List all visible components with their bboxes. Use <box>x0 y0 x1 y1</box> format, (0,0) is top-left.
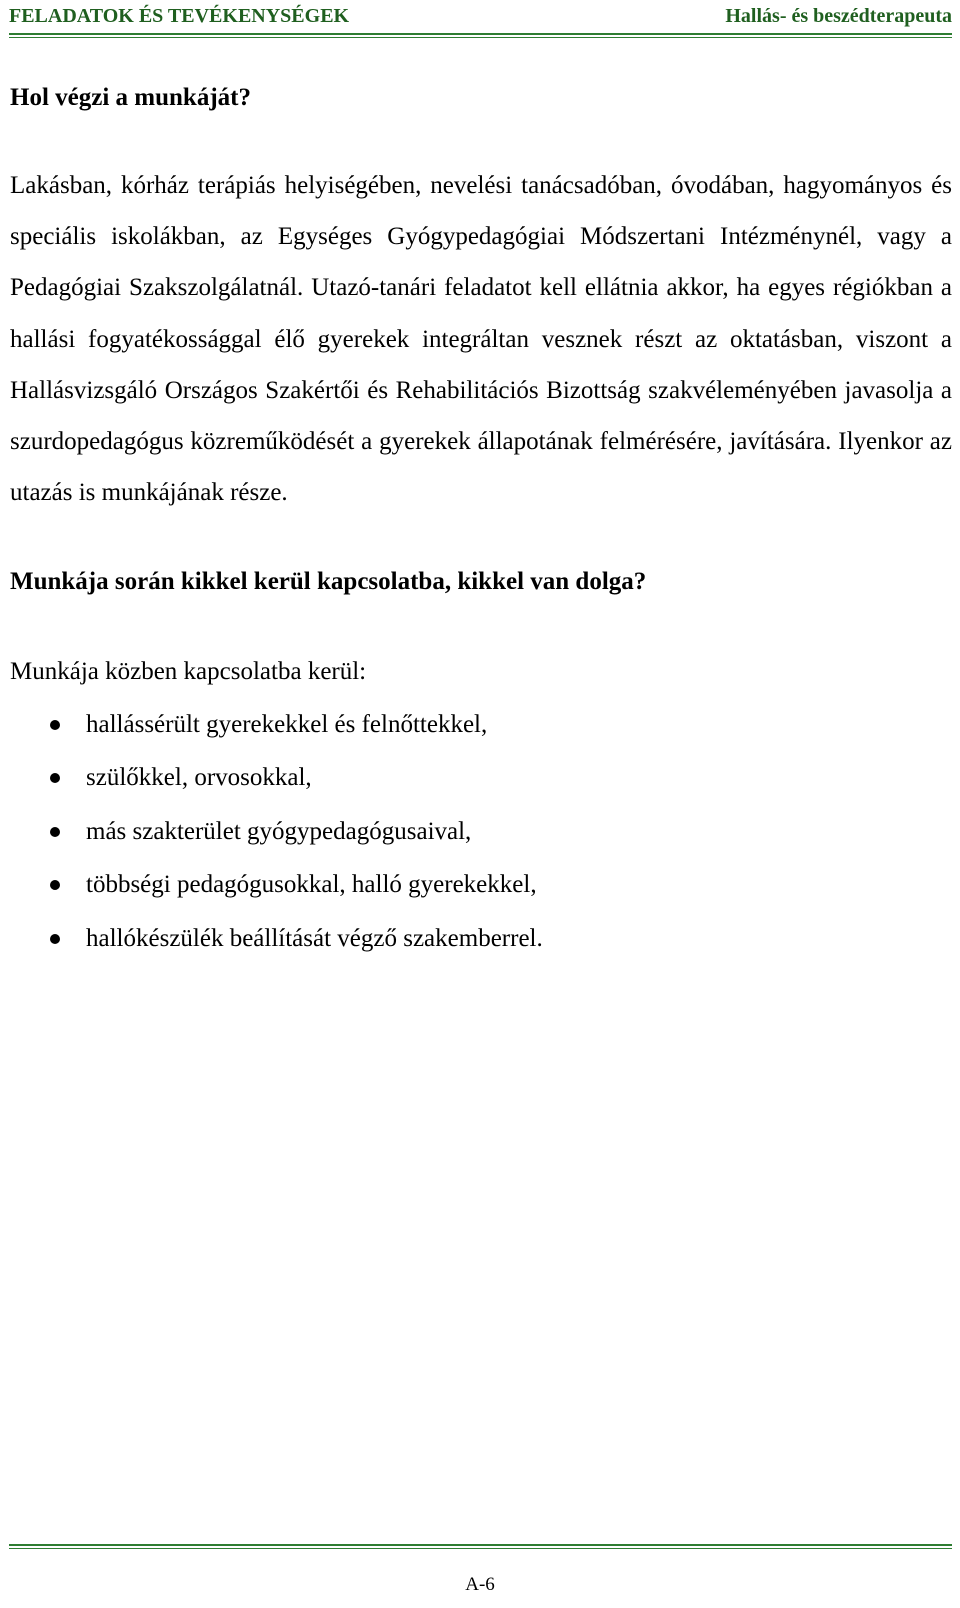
bullet-icon <box>50 720 60 730</box>
list-item <box>10 751 952 805</box>
bullet-icon <box>50 827 60 837</box>
workplace-paragraph: Lakásban, kórház terápiás helyiségében, nevelési tanácsadóban, óvodában, hagyományos és speciális iskolákban, az Egységes Gyógypedagógiai Módszertani Intézménynél, vagy a Pedagógiai Szakszolgálatnál. Utazó-tanári feladatot kell ellátnia akkor, ha egyes régiókban a hallási fogyatékossággal élő gyerekek integráltan vesznek részt az oktatásban, viszont a Hallásvizsgáló Országos Szakértői és Rehabilitációs Bizottság szakvéleményében javasolja a szurdopedagógus közreműködését a gyerekek állapotának felmérésére, javítására. Ilyenkor az utazás is munkájának része. <box>10 172 952 507</box>
list-item <box>10 698 952 752</box>
list-item-text: más szakterület gyógypedagógusaival, <box>86 817 472 845</box>
header-profession-title: Hallás- és beszédterapeuta <box>725 5 952 27</box>
page-content <box>10 78 952 965</box>
bullet-icon <box>50 880 60 890</box>
list-item <box>10 805 952 859</box>
section-heading-contacts: Munkája során kikkel kerül kapcsolatba, kikkel van dolga? <box>10 568 647 596</box>
contacts-list <box>10 698 952 966</box>
list-item <box>10 912 952 966</box>
bullet-icon <box>50 773 60 783</box>
contacts-intro: Munkája közben kapcsolatba kerül: <box>10 658 367 686</box>
list-item <box>10 858 952 912</box>
bullet-icon <box>50 934 60 944</box>
list-item-text: hallássérült gyerekekkel és felnőttekkel, <box>86 710 488 738</box>
section-heading-workplace: Hol végzi a munkáját? <box>10 84 251 111</box>
list-item-text: hallókészülék beállítását végző szakemberrel. <box>86 924 543 952</box>
header-divider <box>9 33 952 38</box>
list-item-text: szülőkkel, orvosokkal, <box>86 764 312 792</box>
page-header <box>9 0 952 30</box>
header-section-title: FELADATOK ÉS TEVÉKENYSÉGEK <box>9 5 350 27</box>
footer-divider <box>9 1544 952 1549</box>
page-number: A-6 <box>465 1574 495 1595</box>
list-item-text: többségi pedagógusokkal, halló gyerekekkel, <box>86 871 537 899</box>
